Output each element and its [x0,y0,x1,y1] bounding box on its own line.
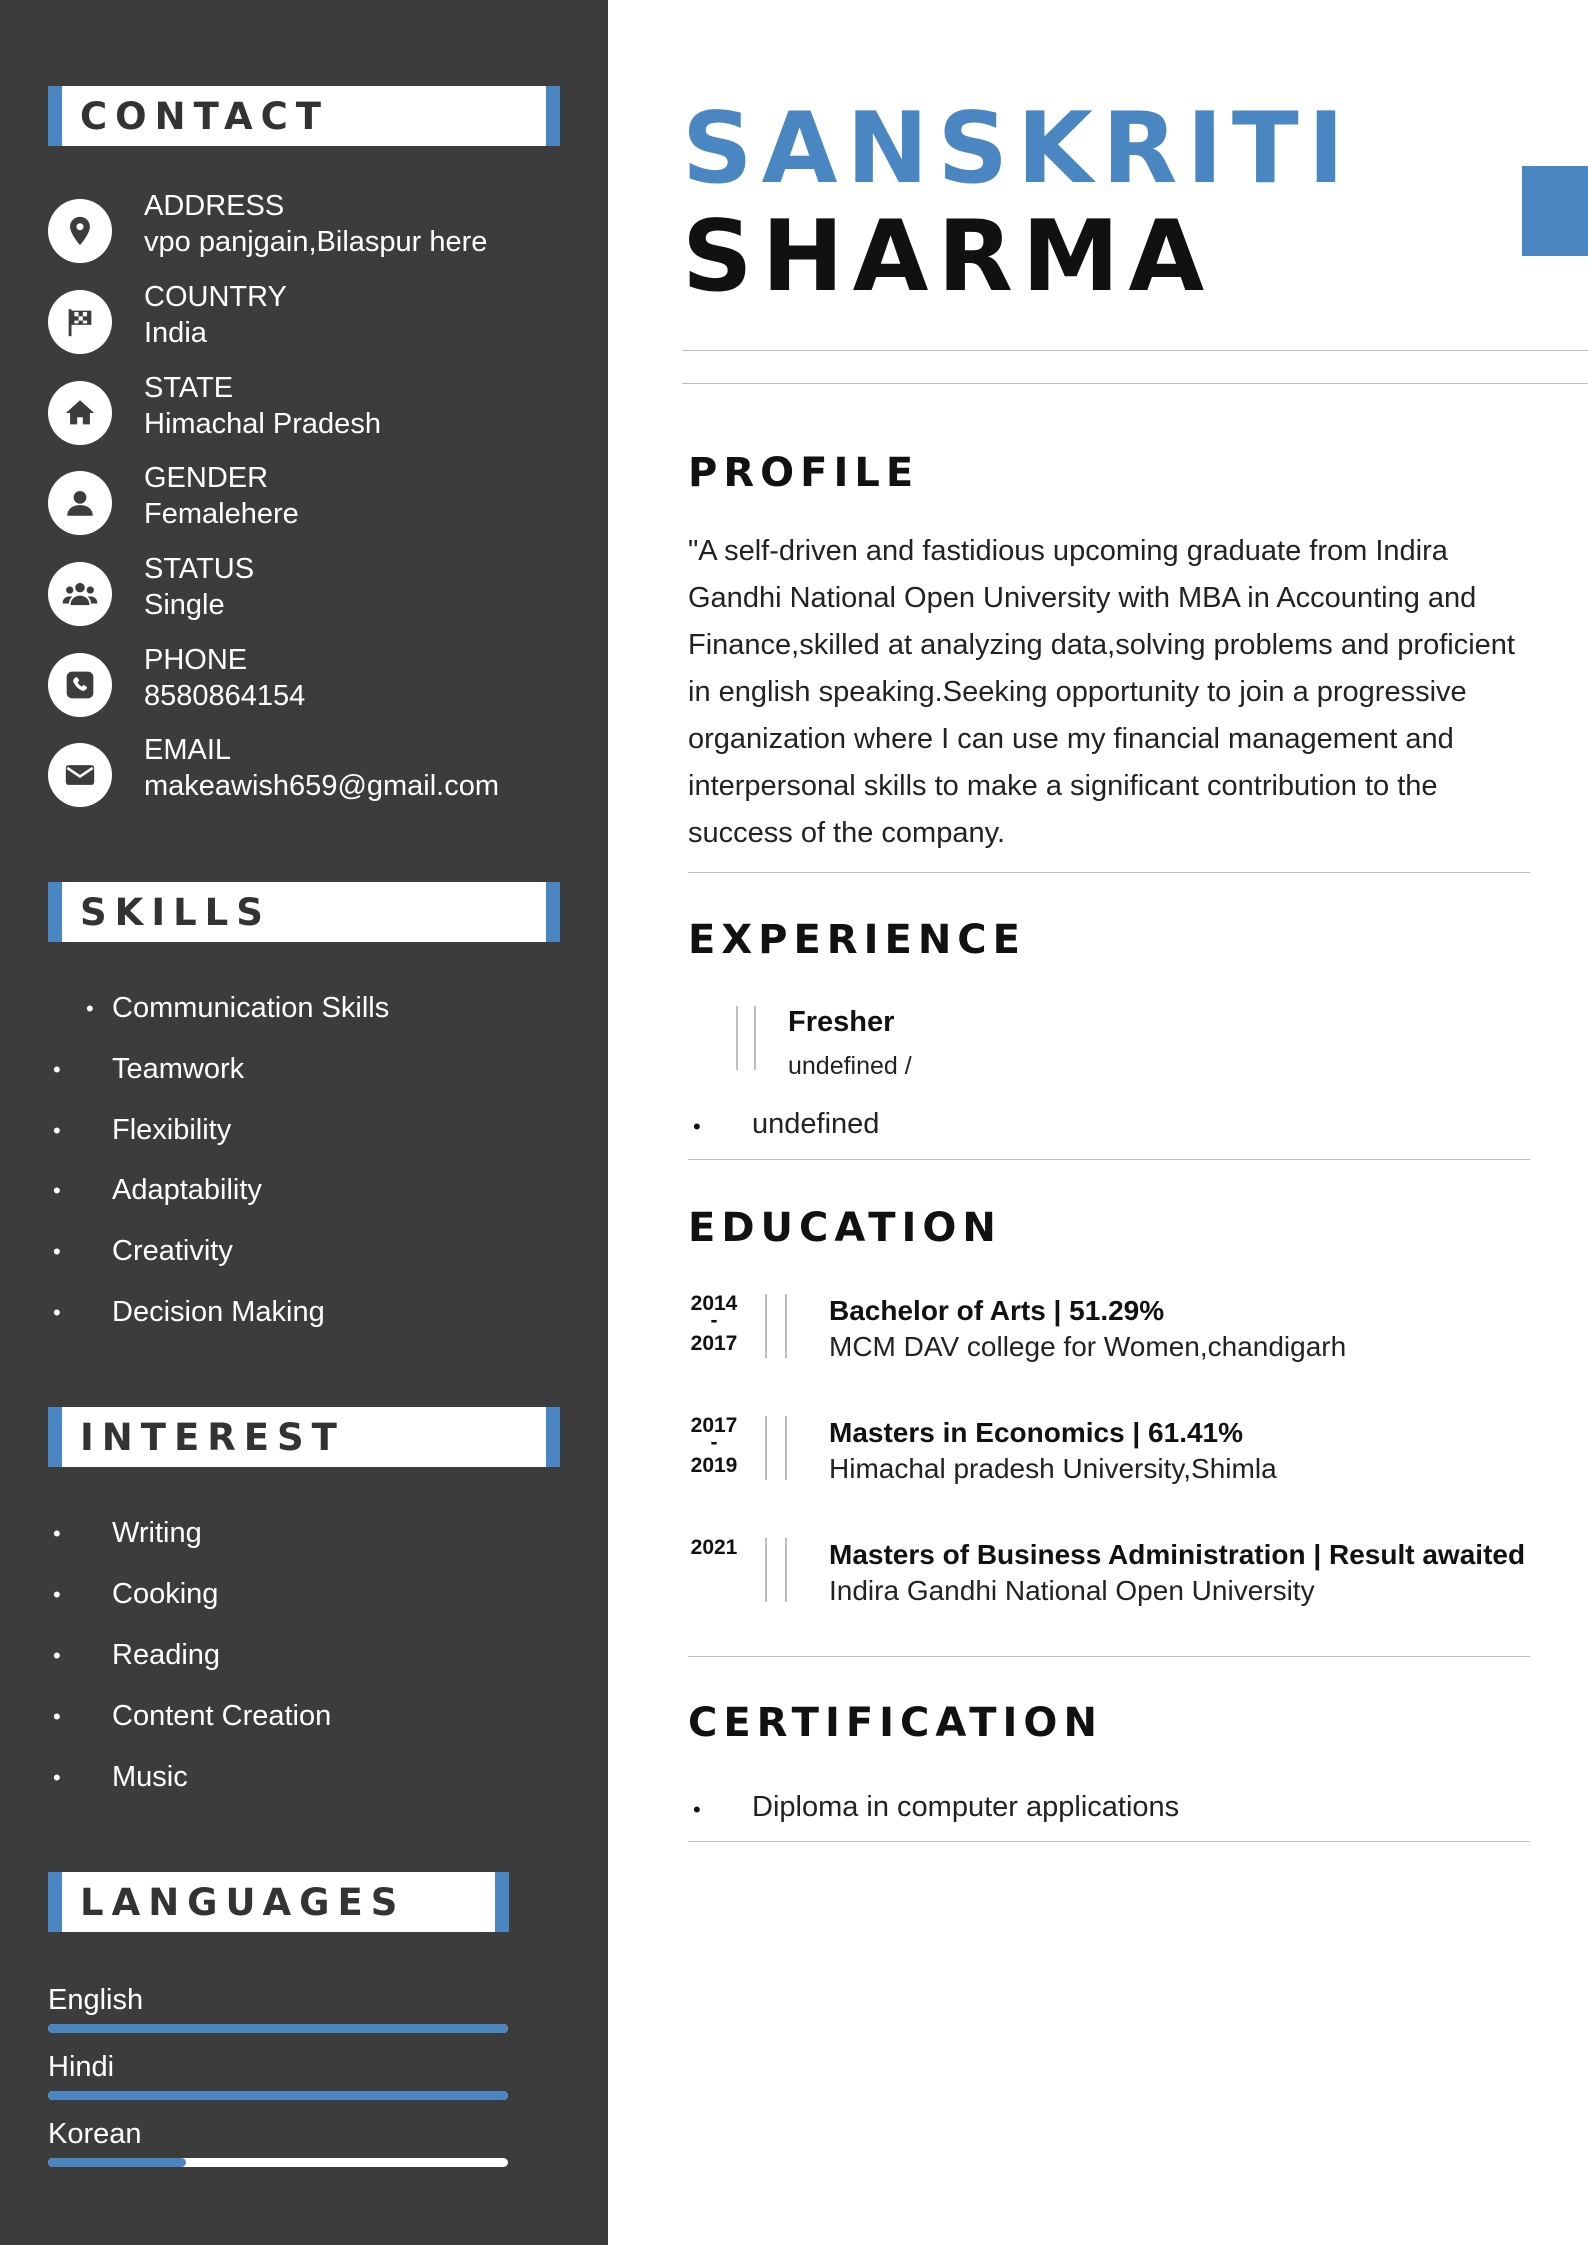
divider [688,872,1530,873]
bullet-dot: • [693,1797,701,1822]
language-level-fill [48,2091,508,2100]
skills-heading [48,882,560,942]
timeline-bar [765,1294,767,1358]
contact-label: ADDRESS [144,190,285,222]
contact-value: Himachal Pradesh [144,408,381,440]
edu-start-year: 2014 [690,1292,738,1315]
interest-heading [48,1407,560,1467]
contact-item-gender [48,462,588,542]
interest-item: Music [112,1761,188,1793]
accent-block [1522,166,1588,256]
interest-item: Writing [112,1517,202,1549]
bullet-dot: • [53,1239,61,1264]
contact-item-email [48,734,588,814]
bullet-dot: • [53,1057,61,1082]
bullet-dot: • [53,1704,61,1729]
person-icon [48,471,112,535]
phone-icon [48,653,112,717]
timeline-bar [754,1006,756,1070]
contact-value: makeawish659@gmail.com [144,770,500,802]
experience-subtitle: undefined / [788,1052,912,1080]
education-heading: EDUCATION [688,1205,1002,1251]
bullet-dot: • [53,1521,61,1546]
timeline-bar [785,1538,787,1602]
contact-value: vpo panjgain,Bilaspur here [144,226,488,258]
edu-title: Masters of Business Administration | Result awaited [829,1539,1526,1570]
divider [688,1159,1530,1160]
language-name: Hindi [48,2051,115,2083]
contact-value: India [144,317,207,349]
divider [688,1841,1530,1842]
interest-item: Cooking [112,1578,219,1610]
profile-heading: PROFILE [688,450,920,496]
interest-item: Content Creation [112,1700,332,1732]
edu-institution: Indira Gandhi National Open University [829,1575,1315,1606]
bullet-dot: • [693,1114,701,1139]
skill-item: Adaptability [112,1174,262,1206]
contact-label: PHONE [144,644,248,676]
experience-heading: EXPERIENCE [688,917,1026,963]
language-level-bar [48,2091,508,2100]
language-name: English [48,1984,144,2016]
year-separator: - [710,1309,718,1332]
timeline-bar [736,1006,738,1070]
edu-institution: Himachal pradesh University,Shimla [829,1453,1277,1484]
language-level-bar [48,2024,508,2033]
edu-title: Masters in Economics | 61.41% [829,1417,1244,1448]
contact-label: STATUS [144,553,255,585]
contact-heading [48,86,560,146]
language-level-fill [48,2024,508,2033]
home-icon [48,381,112,445]
divider [682,350,1588,351]
bullet-dot: • [53,1582,61,1607]
location-pin-icon [48,199,112,263]
skill-item: Flexibility [112,1114,232,1146]
edu-title: Bachelor of Arts | 51.29% [829,1295,1165,1326]
interest-item: Reading [112,1639,221,1671]
skills-heading-label: SKILLS [80,890,271,934]
languages-heading [48,1872,509,1932]
timeline-bar [785,1294,787,1358]
envelope-icon [48,743,112,807]
contact-heading-label: CONTACT [80,94,329,138]
contact-item-status [48,553,588,633]
first-name: SANSKRITI [682,92,1354,206]
contact-item-country [48,281,588,361]
bullet-dot: • [86,996,94,1021]
contact-item-address [48,190,588,270]
year-separator: - [710,1431,718,1454]
language-level-fill [48,2158,186,2167]
language-name: Korean [48,2118,142,2150]
contact-item-state [48,372,588,452]
contact-value: 8580864154 [144,680,306,712]
edu-start-year: 2021 [690,1536,738,1559]
bullet-dot: • [53,1118,61,1143]
edu-end-year: 2017 [690,1332,738,1355]
edu-end-year: 2019 [690,1454,738,1477]
interest-heading-label: INTEREST [80,1415,345,1459]
bullet-dot: • [53,1765,61,1790]
skill-item: Decision Making [112,1296,325,1328]
language-level-bar [48,2158,508,2167]
bullet-dot: • [53,1178,61,1203]
group-icon [48,562,112,626]
contact-value: Single [144,589,225,621]
skill-item: Communication Skills [112,992,390,1024]
sidebar [0,0,608,2245]
last-name: SHARMA [682,200,1214,314]
bullet-dot: • [53,1643,61,1668]
edu-institution: MCM DAV college for Women,chandigarh [829,1331,1347,1362]
skill-item: Teamwork [112,1053,245,1085]
timeline-bar [785,1416,787,1480]
timeline-bar [765,1416,767,1480]
contact-value: Femalehere [144,498,299,530]
skill-item: Creativity [112,1235,233,1267]
certification-heading: CERTIFICATION [688,1700,1103,1746]
timeline-bar [765,1538,767,1602]
contact-item-phone [48,644,588,724]
contact-label: EMAIL [144,734,232,766]
contact-label: STATE [144,372,234,404]
languages-heading-label: LANGUAGES [80,1880,406,1924]
divider [688,1656,1530,1657]
contact-label: GENDER [144,462,269,494]
experience-role: Fresher [788,1006,895,1038]
edu-start-year: 2017 [690,1414,738,1437]
experience-bullet: undefined [752,1108,880,1140]
bullet-dot: • [53,1300,61,1325]
flag-icon [48,290,112,354]
profile-text: "A self-driven and fastidious upcoming graduate from Indira Gandhi National Open University with MBA in Accounting and Finance,skilled at analyzing data,solving problems and proficient in english speaking.Seeking opportunity to join a progressive organization where I can use my financial management and interpersonal skills to make a significant contribution to the success of the company. [688,535,1515,849]
certification-item: Diploma in computer applications [752,1791,1180,1823]
divider [682,383,1588,384]
contact-label: COUNTRY [144,281,287,313]
